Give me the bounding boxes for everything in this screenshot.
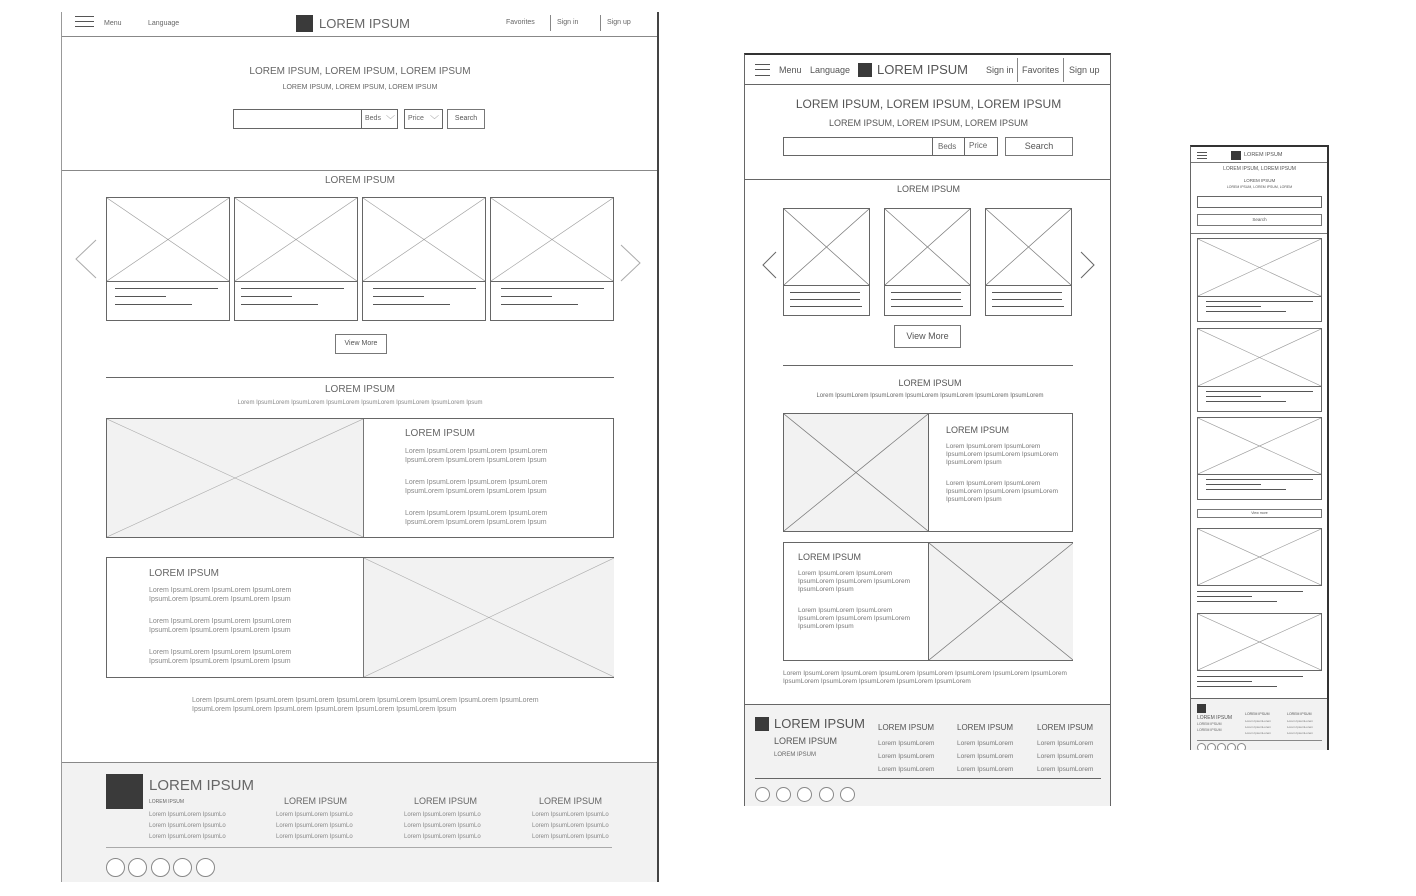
image-placeholder-icon bbox=[986, 209, 1071, 285]
footer-col-title: LOREM IPSUM bbox=[1245, 712, 1270, 716]
brand-logo-text[interactable]: LOREM IPSUM bbox=[1244, 152, 1283, 158]
feature-paragraph: Lorem IpsumLorem IpsumLorem IpsumLorem IpsumLorem IpsumLorem IpsumLorem Ipsum bbox=[946, 443, 1058, 467]
logo-square-icon bbox=[858, 63, 872, 77]
view-more-button[interactable]: View more bbox=[1197, 509, 1322, 518]
signin-link[interactable]: Sign in bbox=[986, 65, 1014, 75]
menu-link[interactable]: Menu bbox=[779, 65, 802, 75]
footer-col-title: LOREM IPSUM bbox=[1287, 712, 1312, 716]
logo-square-icon bbox=[1231, 151, 1241, 160]
search-input[interactable] bbox=[1197, 196, 1322, 208]
image-placeholder-icon bbox=[491, 198, 613, 281]
feature-caption: Lorem IpsumLorem IpsumLorem IpsumLorem IpsumLorem IpsumLorem IpsumLorem Ipsum bbox=[237, 400, 483, 406]
hero-title: LOREM IPSUM, LOREM IPSUM bbox=[1223, 166, 1296, 172]
image-placeholder-icon bbox=[1198, 239, 1321, 296]
footer-brand: LOREM IPSUM bbox=[1197, 715, 1233, 721]
beds-select[interactable]: Beds ﹀ bbox=[361, 109, 398, 129]
price-select[interactable]: Price bbox=[964, 137, 998, 156]
chevron-left-icon[interactable] bbox=[74, 239, 98, 279]
bottom-paragraph: Lorem IpsumLorem IpsumLorem IpsumLorem IpsumLorem IpsumLorem IpsumLorem IpsumLorem IpsumLorem IpsumLorem IpsumLorem IpsumLorem IpsumLorem bbox=[783, 670, 1067, 686]
footer bbox=[62, 762, 658, 882]
footer-links[interactable]: Lorem IpsumLorem Lorem IpsumLorem Lorem IpsumLorem bbox=[1287, 719, 1314, 735]
logo-square-icon bbox=[296, 15, 313, 32]
signup-link[interactable]: Sign up bbox=[1069, 65, 1100, 75]
hero-subtitle: LOREM IPSUM, LOREM IPSUM, LOREM IPSUM bbox=[828, 118, 1029, 128]
image-placeholder-icon bbox=[1198, 614, 1321, 670]
footer-col-title: LOREM IPSUM bbox=[284, 796, 348, 806]
hero-title: LOREM IPSUM, LOREM IPSUM, LOREM IPSUM bbox=[795, 97, 1062, 111]
footer-col-title: LOREM IPSUM bbox=[414, 796, 478, 806]
social-icon[interactable] bbox=[128, 858, 147, 877]
search-button[interactable]: Search bbox=[1005, 137, 1073, 156]
view-more-button[interactable]: View More bbox=[894, 325, 961, 348]
chevron-down-icon: ﹀ bbox=[386, 115, 396, 125]
social-icon[interactable] bbox=[1207, 743, 1216, 750]
footer-brand-small: LOREM IPSUM bbox=[1197, 728, 1222, 732]
feature-block bbox=[106, 418, 614, 538]
price-select[interactable]: Price ﹀ bbox=[404, 109, 443, 129]
image-placeholder-icon bbox=[107, 198, 229, 281]
listing-card[interactable] bbox=[1197, 417, 1322, 500]
feature-block-title: LOREM IPSUM bbox=[946, 425, 1010, 435]
social-icon[interactable] bbox=[1217, 743, 1226, 750]
language-link[interactable]: Language bbox=[810, 65, 851, 75]
mobile-wireframe bbox=[1190, 145, 1329, 750]
chevron-right-icon[interactable] bbox=[620, 244, 642, 282]
feature-block-title: LOREM IPSUM bbox=[798, 552, 862, 562]
feature-block bbox=[1197, 613, 1322, 671]
footer-links[interactable]: Lorem IpsumLorem Lorem IpsumLorem Lorem IpsumLorem bbox=[957, 740, 1014, 773]
footer-col-title: LOREM IPSUM bbox=[957, 723, 1014, 732]
favorites-link[interactable]: Favorites bbox=[1022, 65, 1060, 75]
listing-card[interactable] bbox=[1197, 238, 1322, 322]
feature-block-title: LOREM IPSUM bbox=[405, 428, 476, 439]
hamburger-icon[interactable] bbox=[75, 16, 94, 28]
search-button[interactable]: Search bbox=[447, 109, 485, 129]
listing-card[interactable] bbox=[783, 208, 870, 316]
footer-brand-small: LOREM IPSUM bbox=[1197, 722, 1222, 726]
feature-block-title: LOREM IPSUM bbox=[149, 568, 220, 579]
listing-card[interactable] bbox=[884, 208, 971, 316]
footer-col-title: LOREM IPSUM bbox=[539, 796, 603, 806]
hamburger-icon[interactable] bbox=[755, 64, 770, 76]
footer-brand-small: LOREM IPSUM bbox=[149, 799, 185, 805]
feature-paragraph: Lorem IpsumLorem IpsumLorem IpsumLorem IpsumLorem IpsumLorem IpsumLorem Ipsum bbox=[405, 448, 548, 464]
signin-link[interactable]: Sign in bbox=[557, 19, 579, 26]
search-input[interactable] bbox=[233, 109, 362, 129]
search-input[interactable] bbox=[783, 137, 933, 156]
image-placeholder-icon bbox=[363, 198, 485, 281]
feature-block bbox=[783, 542, 1073, 661]
feature-paragraph: Lorem IpsumLorem IpsumLorem IpsumLorem IpsumLorem IpsumLorem IpsumLorem Ipsum bbox=[405, 479, 548, 495]
feature-paragraph: Lorem IpsumLorem IpsumLorem IpsumLorem IpsumLorem IpsumLorem IpsumLorem Ipsum bbox=[405, 510, 548, 526]
footer-logo-icon bbox=[106, 774, 143, 809]
tablet-wireframe bbox=[744, 53, 1111, 806]
footer-links[interactable]: Lorem IpsumLorem IpsumLo Lorem IpsumLorem IpsumLo Lorem IpsumLorem IpsumLo bbox=[532, 812, 609, 840]
social-icon[interactable] bbox=[1227, 743, 1236, 750]
hero-subtitle: LOREM IPSUM, LOREM IPSUM, LOREM bbox=[1226, 185, 1293, 189]
feature-title: LOREM IPSUM bbox=[324, 384, 395, 395]
social-icon[interactable] bbox=[173, 858, 192, 877]
footer-links[interactable]: Lorem IpsumLorem IpsumLo Lorem IpsumLorem IpsumLo Lorem IpsumLorem IpsumLo bbox=[149, 812, 226, 840]
footer-brand-small: LOREM IPSUM bbox=[774, 752, 817, 758]
beds-select[interactable]: Beds bbox=[932, 137, 965, 156]
brand-logo-text[interactable]: LOREM IPSUM bbox=[319, 16, 411, 31]
feature-paragraph: Lorem IpsumLorem IpsumLorem IpsumLorem IpsumLorem IpsumLorem IpsumLorem Ipsum bbox=[149, 587, 292, 603]
menu-link[interactable]: Menu bbox=[104, 20, 122, 27]
footer-brand-small: LOREM IPSUM bbox=[774, 736, 838, 746]
image-placeholder-icon bbox=[784, 209, 869, 285]
feature-block bbox=[783, 413, 1073, 532]
footer-col-title: LOREM IPSUM bbox=[878, 723, 935, 732]
chevron-right-icon[interactable] bbox=[1080, 251, 1095, 279]
footer bbox=[745, 704, 1111, 806]
listings-title: LOREM IPSUM bbox=[896, 184, 960, 194]
hero-subtitle: LOREM IPSUM, LOREM IPSUM, LOREM IPSUM bbox=[282, 84, 438, 91]
listing-card[interactable] bbox=[1197, 328, 1322, 412]
feature-title: LOREM IPSUM bbox=[898, 378, 962, 388]
image-placeholder-icon bbox=[1198, 329, 1321, 386]
image-placeholder-icon bbox=[885, 209, 970, 285]
listing-card[interactable] bbox=[490, 197, 614, 321]
signup-link[interactable]: Sign up bbox=[607, 19, 631, 26]
image-placeholder-icon bbox=[1198, 418, 1321, 474]
footer-brand: LOREM IPSUM bbox=[149, 777, 255, 794]
footer-links[interactable]: Lorem IpsumLorem IpsumLo Lorem IpsumLorem IpsumLo Lorem IpsumLorem IpsumLo bbox=[276, 812, 353, 840]
favorites-link[interactable]: Favorites bbox=[506, 19, 535, 26]
social-icon[interactable] bbox=[819, 787, 834, 802]
feature-paragraph: Lorem IpsumLorem IpsumLorem IpsumLorem IpsumLorem IpsumLorem IpsumLorem Ipsum bbox=[149, 618, 292, 634]
bottom-paragraph: Lorem IpsumLorem IpsumLorem IpsumLorem IpsumLorem IpsumLorem IpsumLorem IpsumLorem IpsumLorem IpsumLorem IpsumLorem IpsumLorem IpsumLorem IpsumLorem IpsumLorem Ipsum bbox=[192, 697, 539, 713]
feature-paragraph: Lorem IpsumLorem IpsumLorem IpsumLorem IpsumLorem IpsumLorem IpsumLorem Ipsum bbox=[946, 480, 1058, 504]
footer-logo-icon bbox=[1197, 704, 1206, 713]
feature-caption: Lorem IpsumLorem IpsumLorem IpsumLorem IpsumLorem IpsumLorem IpsumLorem bbox=[816, 393, 1044, 399]
hero-title: LOREM IPSUM, LOREM IPSUM, LOREM IPSUM bbox=[249, 66, 471, 77]
feature-block bbox=[106, 557, 614, 678]
listing-card[interactable] bbox=[362, 197, 486, 321]
image-placeholder-icon bbox=[784, 414, 929, 531]
feature-paragraph: Lorem IpsumLorem IpsumLorem IpsumLorem IpsumLorem IpsumLorem IpsumLorem Ipsum bbox=[798, 570, 910, 594]
social-icon[interactable] bbox=[797, 787, 812, 802]
image-placeholder-icon bbox=[235, 198, 357, 281]
search-button[interactable]: Search bbox=[1197, 214, 1322, 226]
image-placeholder-icon bbox=[928, 543, 1073, 660]
social-icon[interactable] bbox=[151, 858, 170, 877]
social-icon[interactable] bbox=[1237, 743, 1246, 750]
footer-links[interactable]: Lorem IpsumLorem IpsumLo Lorem IpsumLorem IpsumLo Lorem IpsumLorem IpsumLo bbox=[404, 812, 481, 840]
listing-card[interactable] bbox=[985, 208, 1072, 316]
listing-card[interactable] bbox=[106, 197, 230, 321]
image-placeholder-icon bbox=[363, 558, 614, 677]
feature-paragraph: Lorem IpsumLorem IpsumLorem IpsumLorem IpsumLorem IpsumLorem IpsumLorem Ipsum bbox=[149, 649, 292, 665]
social-icon[interactable] bbox=[755, 787, 770, 802]
footer-links[interactable]: Lorem IpsumLorem Lorem IpsumLorem Lorem IpsumLorem bbox=[1037, 740, 1094, 773]
image-placeholder-icon bbox=[1198, 529, 1321, 585]
image-placeholder-icon bbox=[107, 419, 364, 537]
social-icon[interactable] bbox=[840, 787, 855, 802]
footer-links[interactable]: Lorem IpsumLorem Lorem IpsumLorem Lorem IpsumLorem bbox=[1245, 719, 1272, 735]
view-more-button[interactable]: View More bbox=[335, 334, 387, 354]
chevron-left-icon[interactable] bbox=[762, 251, 777, 279]
feature-paragraph: Lorem IpsumLorem IpsumLorem IpsumLorem IpsumLorem IpsumLorem IpsumLorem Ipsum bbox=[798, 607, 910, 631]
footer-logo-icon bbox=[755, 717, 769, 731]
footer-links[interactable]: Lorem IpsumLorem Lorem IpsumLorem Lorem IpsumLorem bbox=[878, 740, 935, 773]
social-icon[interactable] bbox=[776, 787, 791, 802]
desktop-wireframe bbox=[61, 12, 659, 882]
social-icon[interactable] bbox=[1197, 743, 1206, 750]
hamburger-icon[interactable] bbox=[1197, 152, 1207, 159]
listing-card[interactable] bbox=[234, 197, 358, 321]
footer-col-title: LOREM IPSUM bbox=[1037, 723, 1094, 732]
footer bbox=[1191, 698, 1328, 750]
social-icon[interactable] bbox=[106, 858, 125, 877]
chevron-down-icon: ﹀ bbox=[430, 115, 440, 125]
hero-subtitle: LOREM IPSUM bbox=[1243, 178, 1276, 183]
feature-block bbox=[1197, 528, 1322, 586]
social-icon[interactable] bbox=[196, 858, 215, 877]
language-link[interactable]: Language bbox=[148, 20, 180, 27]
footer-brand: LOREM IPSUM bbox=[774, 716, 866, 731]
brand-logo-text[interactable]: LOREM IPSUM bbox=[877, 62, 969, 77]
listings-title: LOREM IPSUM bbox=[324, 175, 395, 186]
